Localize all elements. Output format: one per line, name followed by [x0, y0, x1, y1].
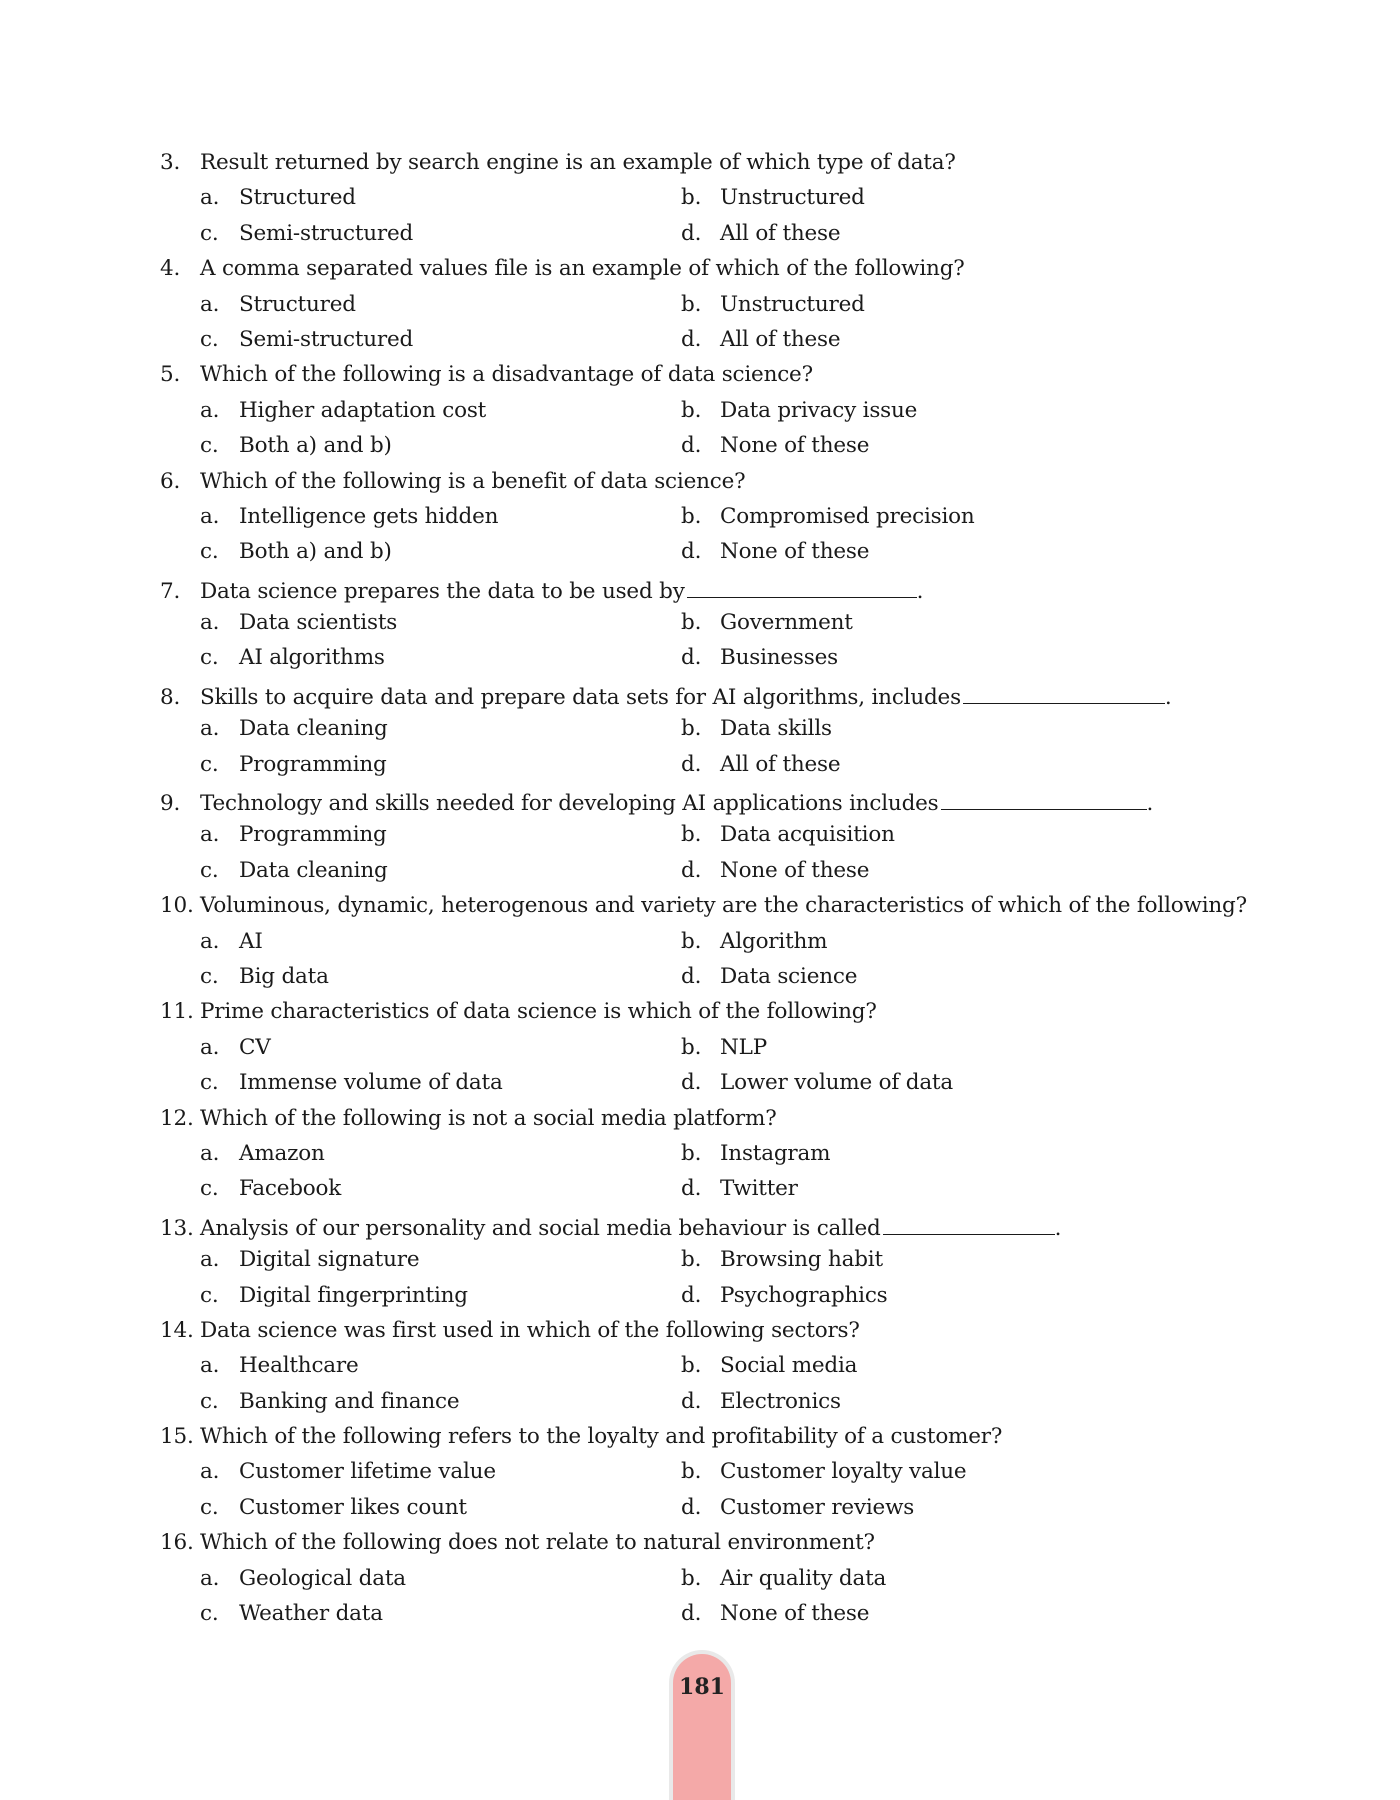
option-text: All of these	[720, 220, 841, 246]
option-letter: c.	[200, 1388, 219, 1414]
blank-terminator: .	[916, 578, 924, 604]
option-text: Customer loyalty value	[720, 1459, 967, 1485]
option-b	[681, 1566, 886, 1591]
option-row	[160, 433, 1240, 468]
option-row	[160, 1389, 1240, 1424]
question-number: 6.	[160, 468, 181, 494]
option-text: All of these	[720, 326, 841, 352]
option-row	[160, 645, 1240, 680]
option-text: Unstructured	[720, 291, 865, 317]
blank-terminator: .	[1146, 791, 1154, 817]
option-letter: d.	[681, 1601, 702, 1627]
option-d	[681, 1176, 798, 1201]
option-d	[681, 1601, 869, 1626]
option-text: Data privacy issue	[720, 397, 918, 423]
option-text: None of these	[720, 1601, 870, 1627]
option-a	[160, 929, 681, 954]
answer-blank	[883, 1212, 1055, 1235]
option-a	[160, 504, 681, 529]
option-letter: b.	[681, 822, 702, 848]
option-text: Twitter	[720, 1176, 798, 1202]
option-c	[160, 1283, 681, 1308]
option-letter: a.	[200, 397, 220, 423]
option-text: Healthcare	[239, 1353, 359, 1379]
option-text: Intelligence gets hidden	[239, 503, 499, 529]
option-letter: a.	[200, 1247, 220, 1273]
option-row	[160, 1566, 1240, 1601]
question-number: 9.	[160, 791, 181, 817]
question-10	[160, 893, 1247, 999]
option-c	[160, 1176, 681, 1201]
option-row	[160, 1283, 1240, 1318]
option-d	[681, 1495, 914, 1520]
option-c	[160, 1601, 681, 1626]
option-text: Browsing habit	[720, 1247, 883, 1273]
option-text: Instagram	[720, 1140, 831, 1166]
option-b	[681, 822, 895, 847]
option-a	[160, 1353, 681, 1378]
question-4	[160, 256, 1240, 362]
option-letter: a.	[200, 291, 220, 317]
option-row	[160, 1141, 1240, 1176]
option-text: Data skills	[720, 716, 832, 742]
option-letter: c.	[200, 433, 219, 459]
option-b	[681, 1353, 857, 1378]
question-text: Which of the following is a benefit of data science?	[200, 468, 746, 494]
question-number: 8.	[160, 684, 181, 710]
option-a	[160, 398, 681, 423]
option-b	[681, 398, 917, 423]
option-text: Businesses	[720, 645, 838, 671]
option-text: Data cleaning	[239, 716, 388, 742]
option-b	[681, 292, 865, 317]
option-letter: b.	[681, 1565, 702, 1591]
option-letter: d.	[681, 1388, 702, 1414]
option-text: Compromised precision	[720, 503, 975, 529]
option-row	[160, 504, 1240, 539]
option-a	[160, 185, 681, 210]
option-row	[160, 1353, 1240, 1388]
option-letter: d.	[681, 433, 702, 459]
option-text: Big data	[239, 963, 329, 989]
option-c	[160, 1389, 681, 1414]
option-letter: d.	[681, 539, 702, 565]
option-letter: c.	[200, 751, 219, 777]
option-text: Semi-structured	[239, 220, 414, 246]
option-text: Air quality data	[720, 1565, 887, 1591]
option-row	[160, 752, 1240, 787]
option-a	[160, 610, 681, 635]
option-row	[160, 858, 1240, 893]
option-letter: c.	[200, 539, 219, 565]
question-12	[160, 1106, 1240, 1212]
option-text: Customer likes count	[239, 1494, 467, 1520]
option-text: Psychographics	[720, 1282, 888, 1308]
option-row	[160, 822, 1240, 857]
option-letter: b.	[681, 1353, 702, 1379]
option-text: Unstructured	[720, 185, 865, 211]
question-stem	[160, 1106, 1240, 1141]
option-c	[160, 752, 681, 777]
option-text: Programming	[239, 822, 387, 848]
option-text: None of these	[720, 857, 870, 883]
question-number: 5.	[160, 362, 181, 388]
option-row	[160, 964, 1240, 999]
option-letter: b.	[681, 1140, 702, 1166]
question-stem	[160, 787, 1240, 822]
option-text: Customer reviews	[720, 1494, 915, 1520]
option-d	[681, 1283, 888, 1308]
option-a	[160, 822, 681, 847]
question-stem	[160, 469, 1240, 504]
option-text: CV	[239, 1034, 271, 1060]
question-list	[160, 150, 1247, 1636]
option-row	[160, 1070, 1240, 1105]
question-stem	[160, 1212, 1240, 1247]
option-c	[160, 433, 681, 458]
question-9	[160, 787, 1240, 893]
option-c	[160, 1495, 681, 1520]
question-7	[160, 575, 1240, 681]
option-a	[160, 292, 681, 317]
blank-terminator: .	[1164, 684, 1172, 710]
question-5	[160, 362, 1240, 468]
option-letter: d.	[681, 1176, 702, 1202]
option-d	[681, 858, 869, 883]
question-text: Prime characteristics of data science is which of the following?	[200, 999, 877, 1025]
option-text: Amazon	[239, 1140, 325, 1166]
question-stem	[160, 575, 1240, 610]
question-number: 11.	[160, 999, 194, 1025]
option-row	[160, 185, 1240, 220]
option-letter: b.	[681, 185, 702, 211]
question-number: 12.	[160, 1105, 194, 1131]
option-letter: b.	[681, 291, 702, 317]
option-d	[681, 645, 838, 670]
question-text: Which of the following is a disadvantage of data science?	[200, 362, 813, 388]
option-c	[160, 964, 681, 989]
option-letter: d.	[681, 645, 702, 671]
question-text: Result returned by search engine is an example of which type of data?	[200, 150, 956, 175]
option-row	[160, 1459, 1240, 1494]
option-text: Structured	[239, 291, 356, 317]
option-b	[681, 504, 975, 529]
option-text: Programming	[239, 751, 387, 777]
option-b	[681, 716, 832, 741]
option-c	[160, 327, 681, 352]
option-row	[160, 1035, 1240, 1070]
answer-blank	[963, 681, 1165, 704]
option-c	[160, 858, 681, 883]
option-text: Electronics	[720, 1388, 841, 1414]
option-letter: d.	[681, 220, 702, 246]
option-d	[681, 327, 840, 352]
option-b	[681, 1035, 767, 1060]
option-row	[160, 292, 1240, 327]
option-d	[681, 433, 869, 458]
option-letter: c.	[200, 1070, 219, 1096]
question-15	[160, 1424, 1240, 1530]
option-letter: b.	[681, 1459, 702, 1485]
option-c	[160, 539, 681, 564]
option-letter: a.	[200, 610, 220, 636]
option-letter: d.	[681, 326, 702, 352]
option-text: None of these	[720, 539, 870, 565]
question-stem	[160, 256, 1240, 291]
option-d	[681, 1389, 841, 1414]
option-letter: c.	[200, 1282, 219, 1308]
option-text: All of these	[720, 751, 841, 777]
option-row	[160, 398, 1240, 433]
option-text: Immense volume of data	[239, 1070, 503, 1096]
option-letter: d.	[681, 1494, 702, 1520]
option-letter: d.	[681, 1070, 702, 1096]
option-letter: c.	[200, 963, 219, 989]
option-letter: c.	[200, 645, 219, 671]
option-row	[160, 610, 1240, 645]
question-stem	[160, 893, 1247, 928]
question-8	[160, 681, 1240, 787]
question-text: Which of the following refers to the loyalty and profitability of a customer?	[200, 1424, 1003, 1450]
question-text: Which of the following does not relate to natural environment?	[200, 1530, 875, 1556]
option-b	[681, 185, 865, 210]
question-number: 4.	[160, 256, 181, 282]
option-letter: d.	[681, 1282, 702, 1308]
option-text: Geological data	[239, 1565, 406, 1591]
option-letter: a.	[200, 1459, 220, 1485]
option-letter: b.	[681, 610, 702, 636]
option-letter: a.	[200, 1034, 220, 1060]
option-c	[160, 221, 681, 246]
option-letter: c.	[200, 220, 219, 246]
option-b	[681, 1247, 883, 1272]
option-b	[681, 1459, 966, 1484]
question-text: Which of the following is not a social media platform?	[200, 1105, 777, 1131]
option-text: AI	[239, 928, 263, 954]
option-letter: a.	[200, 822, 220, 848]
option-text: Data acquisition	[720, 822, 895, 848]
option-letter: b.	[681, 1247, 702, 1273]
option-row	[160, 539, 1240, 574]
option-c	[160, 645, 681, 670]
question-3	[160, 150, 1240, 256]
option-text: Both a) and b)	[239, 433, 392, 459]
option-row	[160, 1247, 1240, 1282]
option-letter: c.	[200, 326, 219, 352]
option-b	[681, 929, 827, 954]
question-number: 10.	[160, 893, 194, 919]
option-text: Both a) and b)	[239, 539, 392, 565]
option-letter: a.	[200, 1140, 220, 1166]
option-text: None of these	[720, 433, 870, 459]
option-text: Data science	[720, 963, 858, 989]
option-a	[160, 1035, 681, 1060]
option-d	[681, 752, 840, 777]
option-letter: b.	[681, 716, 702, 742]
option-text: Semi-structured	[239, 326, 414, 352]
option-a	[160, 1459, 681, 1484]
question-text: Data science prepares the data to be used by	[200, 578, 685, 604]
question-number: 14.	[160, 1317, 194, 1343]
option-text: Government	[720, 610, 853, 636]
question-text: Analysis of our personality and social media behaviour is called	[200, 1215, 881, 1241]
option-row	[160, 1601, 1240, 1636]
question-number: 16.	[160, 1530, 194, 1556]
option-text: Banking and finance	[239, 1388, 460, 1414]
question-text: A comma separated values file is an example of which of the following?	[200, 256, 965, 282]
option-b	[681, 610, 853, 635]
option-letter: a.	[200, 185, 220, 211]
option-letter: d.	[681, 857, 702, 883]
option-text: Social media	[720, 1353, 858, 1379]
option-text: Lower volume of data	[720, 1070, 953, 1096]
option-text: NLP	[720, 1034, 767, 1060]
blank-terminator: .	[1054, 1215, 1062, 1241]
question-stem	[160, 1530, 1240, 1565]
option-c	[160, 1070, 681, 1095]
option-letter: d.	[681, 751, 702, 777]
option-a	[160, 716, 681, 741]
question-stem	[160, 150, 1240, 185]
option-b	[681, 1141, 830, 1166]
question-13	[160, 1212, 1240, 1318]
question-text: Data science was first used in which of the following sectors?	[200, 1317, 860, 1343]
option-text: Structured	[239, 185, 356, 211]
option-row	[160, 1176, 1240, 1211]
page-number: 181	[679, 1674, 725, 1700]
option-row	[160, 327, 1240, 362]
question-6	[160, 469, 1240, 575]
question-text: Skills to acquire data and prepare data sets for AI algorithms, includes	[200, 684, 961, 710]
option-letter: c.	[200, 1176, 219, 1202]
question-number: 15.	[160, 1424, 194, 1450]
option-d	[681, 964, 857, 989]
option-letter: c.	[200, 1494, 219, 1520]
question-text: Technology and skills needed for developing AI applications includes	[200, 791, 939, 817]
question-14	[160, 1318, 1240, 1424]
answer-blank	[941, 787, 1147, 810]
question-16	[160, 1530, 1240, 1636]
option-text: Data cleaning	[239, 857, 388, 883]
question-stem	[160, 1318, 1240, 1353]
option-letter: b.	[681, 928, 702, 954]
option-text: Customer lifetime value	[239, 1459, 496, 1485]
question-stem	[160, 681, 1240, 716]
option-text: Data scientists	[239, 610, 398, 636]
option-d	[681, 539, 869, 564]
option-text: AI algorithms	[239, 645, 385, 671]
option-letter: d.	[681, 963, 702, 989]
option-letter: b.	[681, 1034, 702, 1060]
option-letter: a.	[200, 1565, 220, 1591]
option-a	[160, 1247, 681, 1272]
answer-blank	[687, 575, 917, 598]
option-a	[160, 1141, 681, 1166]
option-letter: a.	[200, 716, 220, 742]
option-row	[160, 716, 1240, 751]
option-letter: c.	[200, 1601, 219, 1627]
option-row	[160, 1495, 1240, 1530]
question-number: 13.	[160, 1215, 194, 1241]
option-row	[160, 929, 1240, 964]
question-stem	[160, 362, 1240, 397]
option-a	[160, 1566, 681, 1591]
option-letter: b.	[681, 503, 702, 529]
option-text: Digital signature	[239, 1247, 420, 1273]
question-text: Voluminous, dynamic, heterogenous and variety are the characteristics of which of the following?	[200, 893, 1247, 919]
option-letter: a.	[200, 503, 220, 529]
option-letter: c.	[200, 857, 219, 883]
option-text: Higher adaptation cost	[239, 397, 487, 423]
option-letter: b.	[681, 397, 702, 423]
question-number: 7.	[160, 578, 181, 604]
question-stem	[160, 999, 1240, 1034]
question-11	[160, 999, 1240, 1105]
option-text: Digital fingerprinting	[239, 1282, 468, 1308]
option-letter: a.	[200, 928, 220, 954]
option-text: Weather data	[239, 1601, 383, 1627]
option-row	[160, 221, 1240, 256]
option-d	[681, 221, 840, 246]
option-letter: a.	[200, 1353, 220, 1379]
option-text: Facebook	[239, 1176, 342, 1202]
question-stem	[160, 1424, 1240, 1459]
question-number: 3.	[160, 150, 181, 175]
option-text: Algorithm	[720, 928, 828, 954]
page-number-tab	[669, 1650, 735, 1800]
option-d	[681, 1070, 953, 1095]
